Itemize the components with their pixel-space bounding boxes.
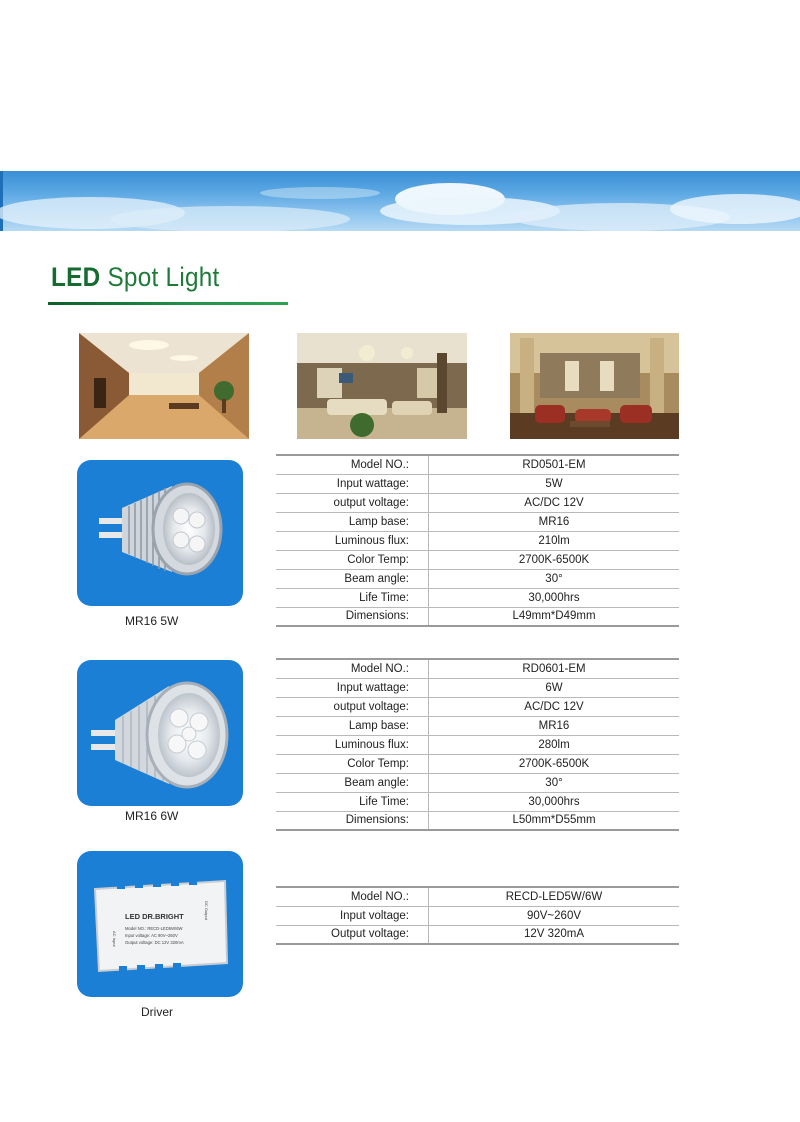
spec-value: AC/DC 12V [429,493,680,512]
table-row [276,607,679,626]
table-row [276,754,679,773]
spec-label: Lamp base: [276,512,429,531]
product-caption: Driver [141,1005,173,1019]
table-row [276,925,679,944]
driver-output-text: Output voltage: DC 12V 320mA [125,940,184,945]
table-row [276,811,679,830]
driver-input-text: Input voltage: AC 90V~260V [125,933,178,938]
spec-value: RD0601-EM [429,659,680,678]
spec-value: L49mm*D49mm [429,607,680,626]
spec-label: Dimensions: [276,811,429,830]
spec-value: MR16 [429,512,680,531]
table-row [276,531,679,550]
spec-value: RD0501-EM [429,455,680,474]
photo-living-room [297,333,467,439]
spec-label: Luminous flux: [276,735,429,754]
driver-ac-text: AC Input [112,931,117,947]
spec-value: 210lm [429,531,680,550]
spec-value: 2700K-6500K [429,550,680,569]
spec-value: 90V~260V [429,906,680,925]
spec-label: Model NO.: [276,659,429,678]
spec-label: Dimensions: [276,607,429,626]
spec-label: Output voltage: [276,925,429,944]
product-image-driver [77,851,243,997]
spec-table-driver [276,886,679,945]
photo-corridor [79,333,249,439]
spec-label: Input wattage: [276,474,429,493]
driver-dc-text: DC Output [204,901,209,920]
product-image-mr16-5w [77,460,243,606]
spec-value: MR16 [429,716,680,735]
table-row [276,697,679,716]
spec-value: 30° [429,569,680,588]
spec-value: 30,000hrs [429,792,680,811]
table-row [276,550,679,569]
spec-label: Life Time: [276,588,429,607]
spec-label: Color Temp: [276,754,429,773]
spec-label: Beam angle: [276,569,429,588]
spec-value: 280lm [429,735,680,754]
table-row [276,678,679,697]
product-caption: MR16 6W [125,809,179,823]
table-row [276,792,679,811]
table-row [276,659,679,678]
table-row [276,716,679,735]
spec-label: Color Temp: [276,550,429,569]
title-underline [48,302,288,305]
spec-value: L50mm*D55mm [429,811,680,830]
spec-value: 30,000hrs [429,588,680,607]
spec-value: 5W [429,474,680,493]
photo-lounge [510,333,679,439]
spec-label: Lamp base: [276,716,429,735]
spec-label: Input wattage: [276,678,429,697]
table-row [276,773,679,792]
table-row [276,887,679,906]
spec-value: 6W [429,678,680,697]
spec-label: Beam angle: [276,773,429,792]
title-led: LED [51,262,101,292]
spec-label: Input voltage: [276,906,429,925]
clouds-graphic [0,171,800,231]
table-row [276,588,679,607]
product-caption: MR16 5W [125,614,179,628]
spec-label: output voltage: [276,493,429,512]
table-row [276,569,679,588]
spec-value: 2700K-6500K [429,754,680,773]
spec-table-mr16-5w [276,454,679,627]
table-row [276,493,679,512]
spec-label: Life Time: [276,792,429,811]
spec-label: output voltage: [276,697,429,716]
sky-banner [0,171,800,231]
driver-model-text: Model NO.: RECD-LED5W/6W [125,926,183,931]
spec-value: RECD-LED5W/6W [429,887,680,906]
spec-table-mr16-6w [276,658,679,831]
table-row [276,906,679,925]
spec-label: Luminous flux: [276,531,429,550]
driver-brand-text: LED DR.BRIGHT [125,912,184,921]
spec-label: Model NO.: [276,887,429,906]
spec-label: Model NO.: [276,455,429,474]
table-row [276,455,679,474]
page-title [51,262,220,293]
table-row [276,735,679,754]
title-rest: Spot Light [107,262,220,292]
product-image-mr16-6w [77,660,243,806]
table-row [276,474,679,493]
spec-value: 12V 320mA [429,925,680,944]
spec-value: 30° [429,773,680,792]
spec-value: AC/DC 12V [429,697,680,716]
table-row [276,512,679,531]
